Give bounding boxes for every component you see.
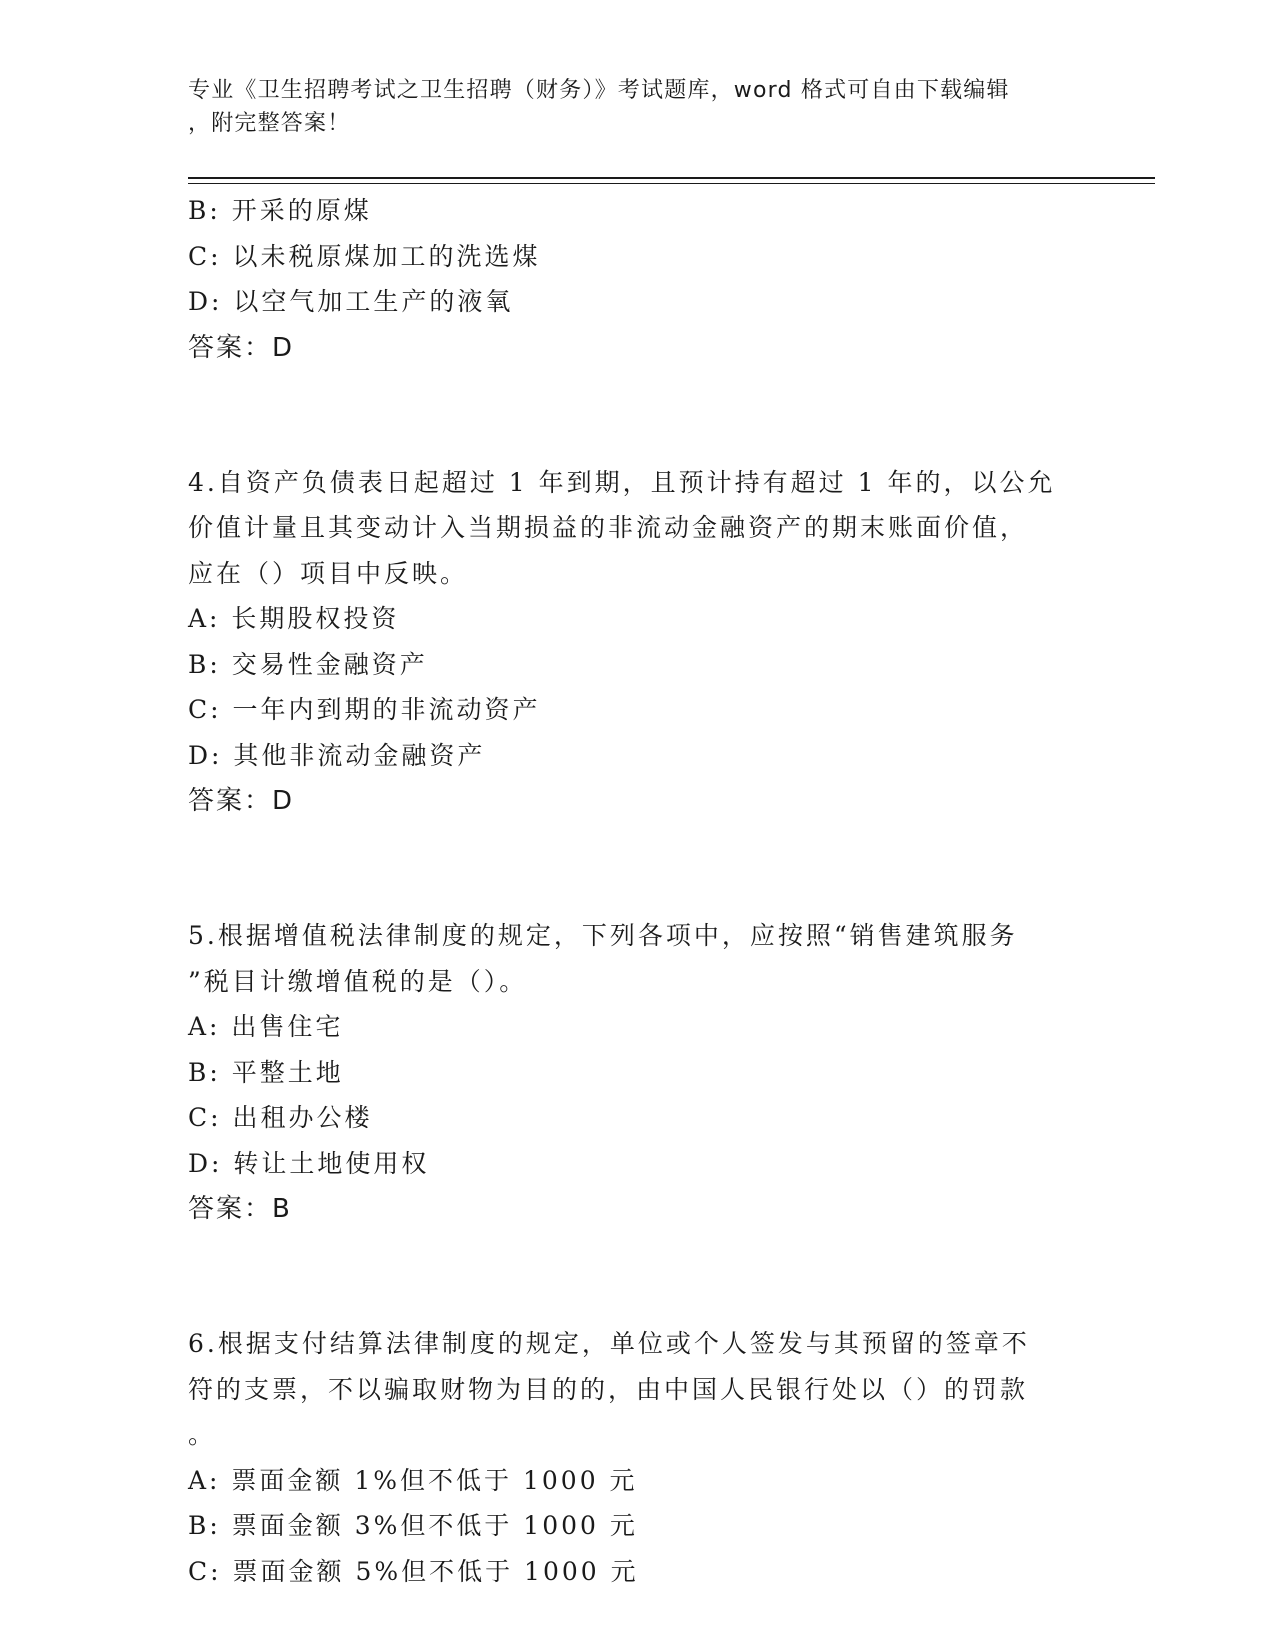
question-4-option-d: D: 其他非流动金融资产	[188, 740, 486, 770]
header-divider-thin	[188, 183, 1155, 184]
question-4-option-b: B: 交易性金融资产	[188, 649, 428, 679]
question-3-option-b: B: 开采的原煤	[188, 196, 372, 225]
question-6-option-b: B: 票面金额 3%但不低于 1000 元	[188, 1511, 638, 1540]
question-4-stem-line: 4.自资产负债表日起超过 1 年到期，且预计持有超过 1 年的，以公允	[188, 467, 1056, 497]
question-6-stem-line: 。	[188, 1420, 217, 1449]
header-title-line-2: ，附完整答案！	[188, 111, 351, 136]
question-4-answer: 答案：D	[188, 786, 295, 816]
question-6-stem-line: 符的支票，不以骗取财物为目的的，由中国人民银行处以（）的罚款	[188, 1374, 1029, 1404]
question-3-answer: 答案：D	[188, 332, 295, 363]
question-6-stem-line: 6.根据支付结算法律制度的规定，单位或个人签发与其预留的签章不	[188, 1329, 1030, 1358]
question-5-option-d: D: 转让土地使用权	[188, 1148, 430, 1178]
question-5-stem-line: ”税目计缴增值税的是（）。	[188, 966, 528, 996]
question-6-option-c: C: 票面金额 5%但不低于 1000 元	[188, 1556, 639, 1586]
question-4-stem-line: 价值计量且其变动计入当期损益的非流动金融资产的期末账面价值，	[188, 513, 1029, 542]
question-5-option-c: C: 出租办公楼	[188, 1103, 373, 1132]
question-list	[188, 188, 1088, 1594]
question-3-option-c: C: 以未税原煤加工的洗选煤	[188, 241, 541, 271]
question-5-answer: 答案：B	[188, 1194, 292, 1224]
spacer	[188, 371, 1088, 460]
document-header	[188, 74, 1068, 140]
question-3-tail	[188, 188, 1088, 371]
question-5-option-a: A: 出售住宅	[188, 1012, 344, 1041]
question-4-option-c: C: 一年内到期的非流动资产	[188, 695, 541, 724]
question-5	[188, 913, 1088, 1232]
question-5-stem-line: 5.根据增值税法律制度的规定，下列各项中，应按照“销售建筑服务	[188, 921, 1018, 950]
question-5-option-b: B: 平整土地	[188, 1057, 344, 1087]
spacer	[188, 824, 1088, 913]
question-6	[188, 1321, 1088, 1594]
spacer	[188, 1232, 1088, 1321]
header-divider-thick	[188, 177, 1155, 179]
question-6-option-a: A: 票面金额 1%但不低于 1000 元	[188, 1465, 638, 1495]
question-4-stem-line: 应在（）项目中反映。	[188, 558, 469, 588]
question-4	[188, 460, 1088, 825]
question-3-option-d: D: 以空气加工生产的液氧	[188, 287, 514, 316]
header-title-line-1: 专业《卫生招聘考试之卫生招聘（财务）》考试题库，word 格式可自由下载编辑	[188, 78, 1010, 103]
question-4-option-a: A: 长期股权投资	[188, 604, 400, 633]
